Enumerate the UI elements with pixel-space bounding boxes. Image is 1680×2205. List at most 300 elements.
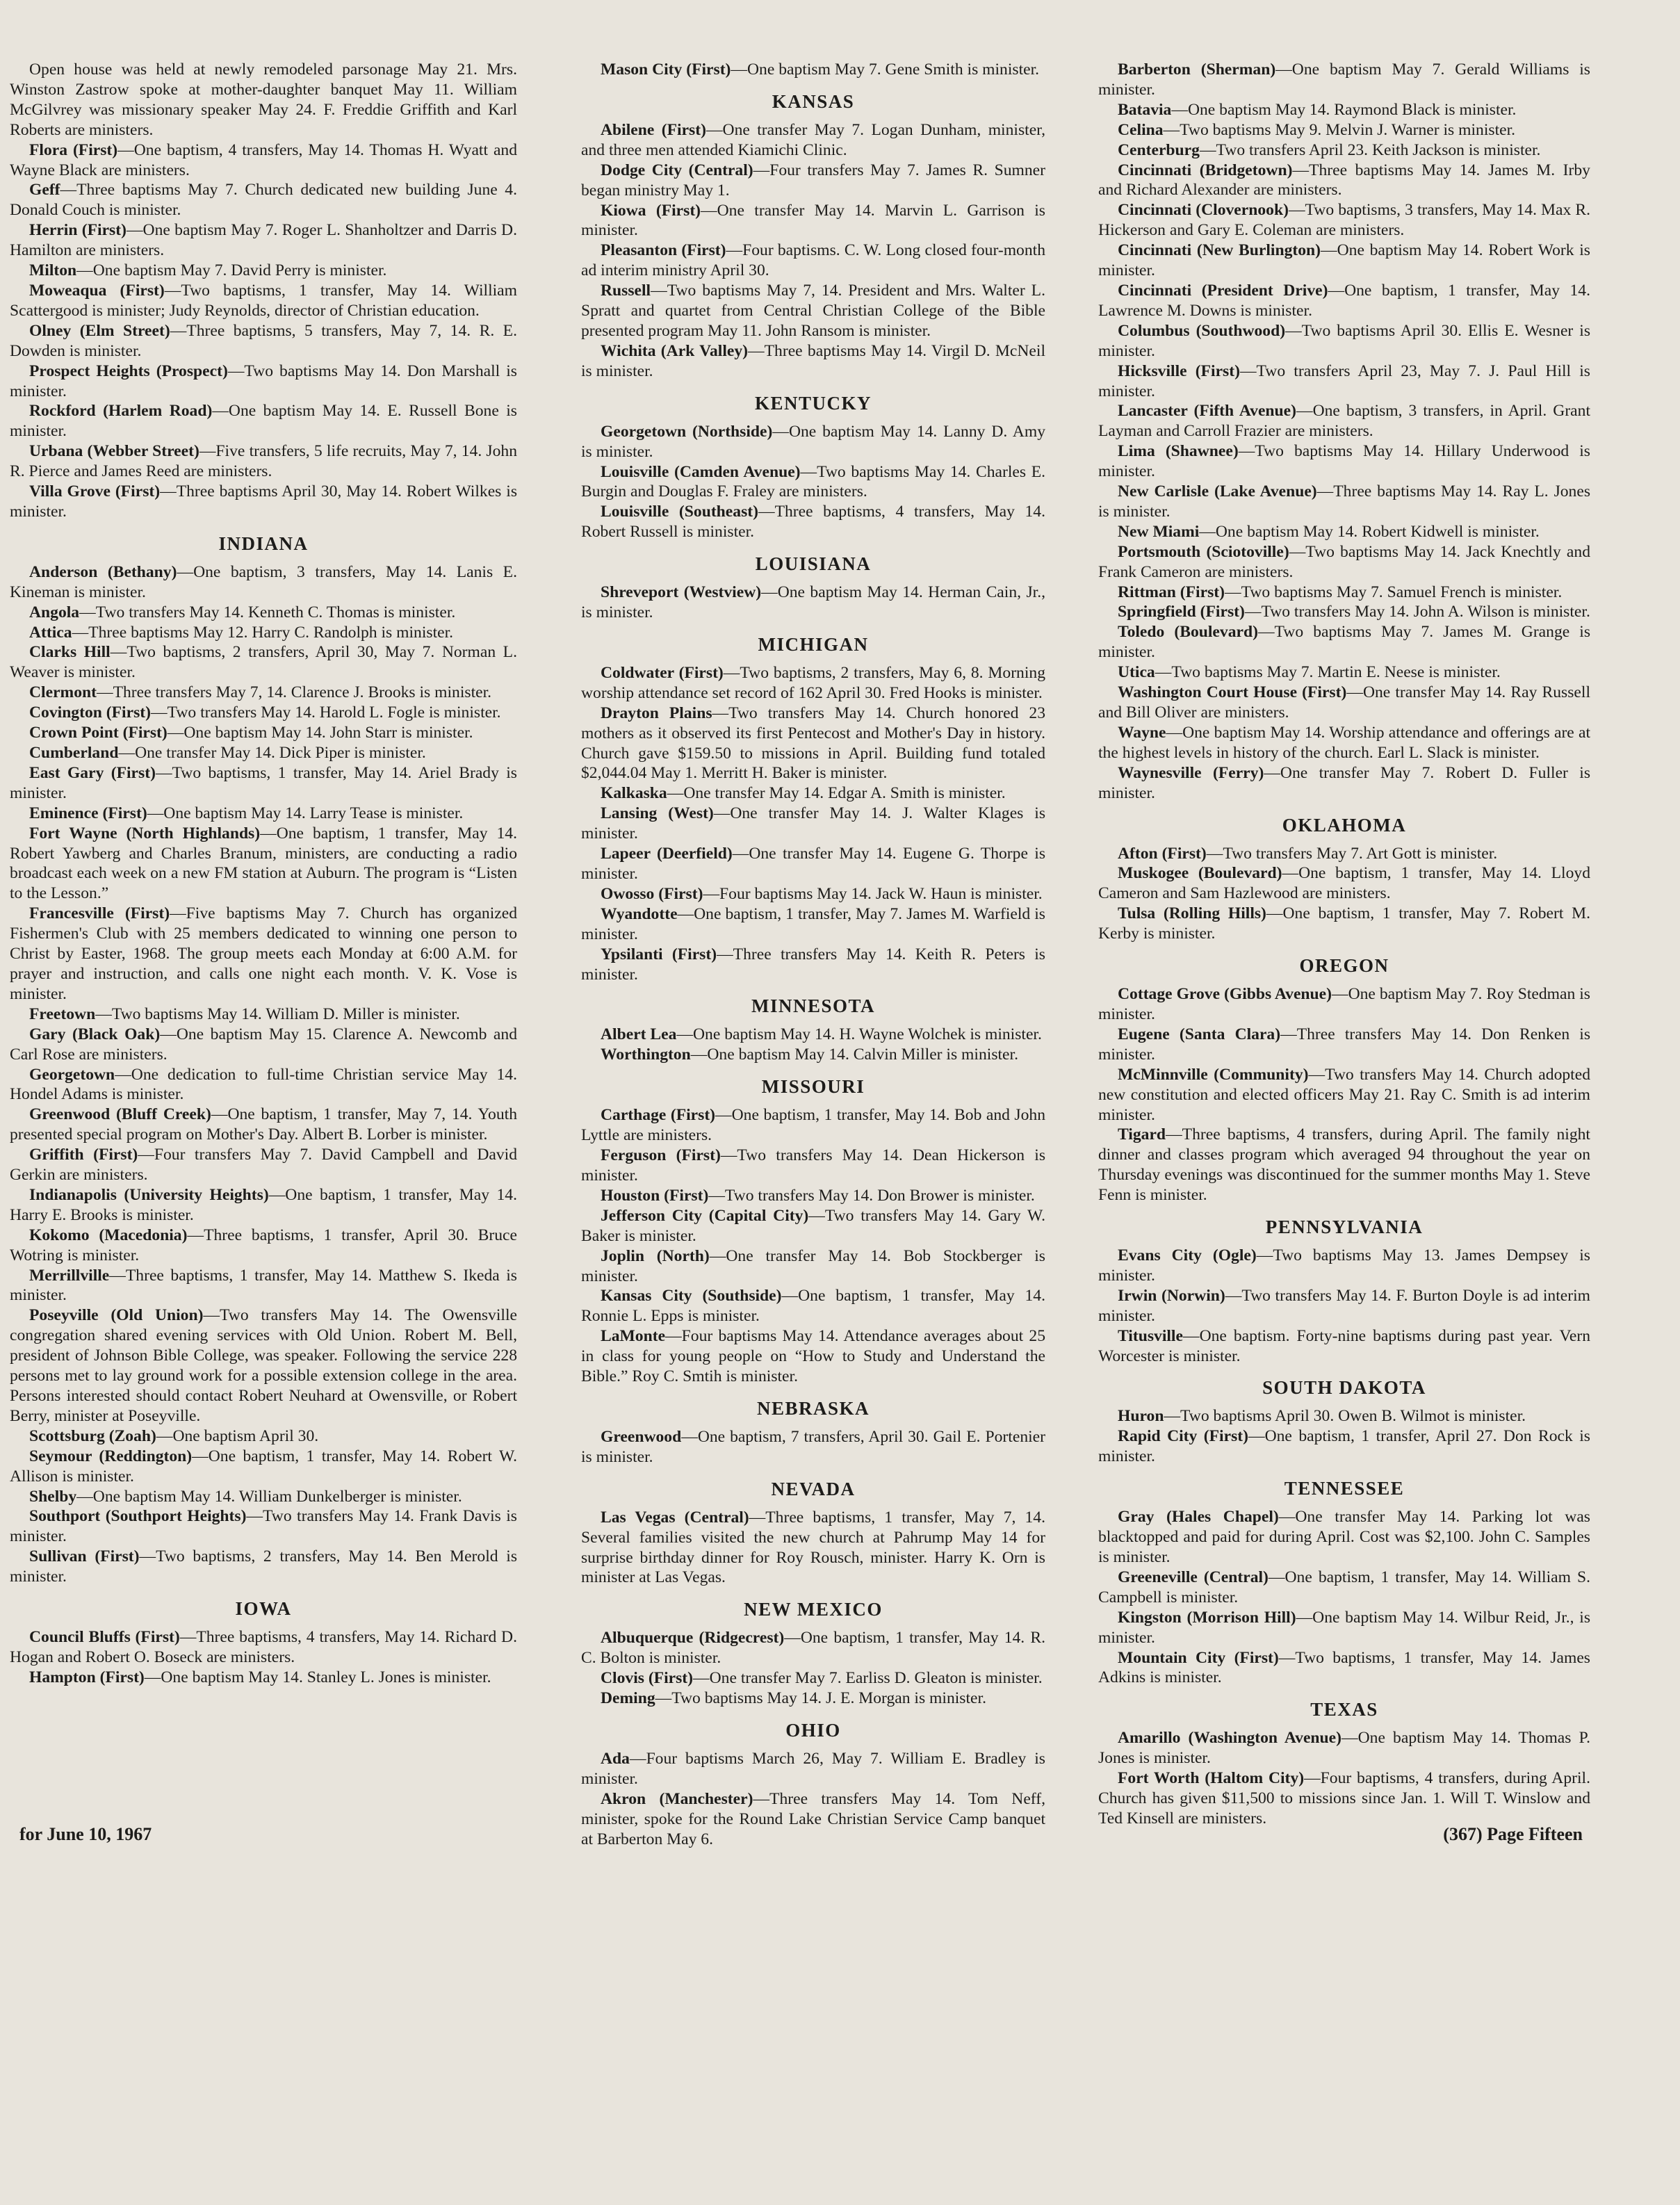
church-name: Columbus (Southwood)	[1118, 321, 1286, 340]
church-name: Georgetown	[29, 1065, 115, 1084]
report-text: —Two baptisms May 14. J. E. Morgan is minister.	[655, 1689, 986, 1708]
report-text: —One transfer May 14. Eugene G. Thorpe is minister.	[581, 845, 1045, 883]
church-report	[1098, 622, 1590, 662]
state-heading: MISSOURI	[761, 1076, 865, 1098]
church-report	[1098, 361, 1590, 402]
church-name: Russell	[601, 282, 651, 300]
church-name: Louisville (Camden Avenue)	[601, 462, 801, 481]
church-report	[10, 281, 517, 321]
church-name: LaMonte	[601, 1327, 666, 1346]
report-text: —Two baptisms April 30. Owen B. Wilmot is minister.	[1164, 1407, 1526, 1426]
church-name: Amarillo (Washington Avenue)	[1118, 1729, 1342, 1748]
church-name: Cincinnati (President Drive)	[1118, 281, 1328, 300]
church-report	[1098, 863, 1590, 904]
church-name: Kokomo (Macedonia)	[29, 1226, 188, 1244]
report-text: —Five transfers, 5 life recruits, May 7, 14. John R. Pierce and James Reed are ministers.	[10, 442, 517, 481]
report-text: —Two baptisms May 9. Melvin J. Warner is minister.	[1163, 120, 1516, 139]
report-text: —One transfer May 14. Ray Russell and Bill Oliver are ministers.	[1098, 683, 1590, 722]
church-name: Milton	[29, 261, 77, 280]
church-report	[1098, 542, 1590, 583]
church-report	[581, 1025, 1045, 1045]
report-text: —Two transfers May 14. Don Brower is minister.	[708, 1186, 1035, 1205]
church-report	[581, 1326, 1045, 1387]
church-report	[10, 1025, 517, 1065]
report-text: —Two baptisms May 7. Samuel French is minister.	[1224, 583, 1563, 601]
report-text: —One baptism, 1 transfer, May 7, 14. Youth presented special program on Mother's Day. Albert B. Lorber is minister.	[10, 1105, 517, 1144]
church-name: Deming	[601, 1689, 655, 1708]
church-name: Hampton (First)	[29, 1668, 145, 1686]
church-name: Griffith (First)	[29, 1146, 138, 1164]
report-text: —One transfer May 7. Earliss D. Gleaton is minister.	[693, 1669, 1043, 1688]
church-name: Lapeer (Deerfield)	[601, 845, 733, 863]
church-report	[10, 723, 517, 743]
report-text: —Two transfers May 14. The Owensville congregation shared evening services with Old Union. Robert M. Bell, president of Johnson Bible College, was speaker. Following the service 228 persons met to lay ground work for a possible extension college in the area. Persons interested should contact Robert Neuhard at Owensville, or Robert Berry, minister at Poseyville.	[10, 1306, 517, 1425]
report-text: —One baptism May 14. Calvin Miller is minister.	[690, 1045, 1018, 1064]
church-name: Utica	[1118, 663, 1155, 682]
church-name: Jefferson City (Capital City)	[601, 1206, 809, 1225]
report-text: —One baptism May 14. Worship attendance and offerings are at the highest levels in history of the church. Earl L. Slack is minister.	[1098, 723, 1590, 762]
church-name: Shelby	[29, 1487, 77, 1506]
church-name: Southport (Southport Heights)	[29, 1507, 247, 1526]
church-name: Cincinnati (Clovernook)	[1118, 201, 1289, 220]
church-name: Joplin (North)	[601, 1246, 710, 1265]
church-report	[10, 1506, 517, 1547]
church-report	[10, 904, 517, 1004]
church-name: East Gary (First)	[29, 763, 156, 782]
church-name: Houston (First)	[601, 1186, 709, 1205]
state-heading: INDIANA	[218, 532, 309, 554]
report-text: —Four baptisms May 14. Jack W. Haun is minister.	[703, 884, 1043, 903]
report-text: —Three transfers May 14. Don Renken is minister.	[1098, 1025, 1590, 1064]
report-text: —Three baptisms May 14. Ray L. Jones is minister.	[1098, 482, 1590, 521]
church-report	[1098, 100, 1590, 120]
church-report	[581, 583, 1045, 623]
church-name: New Miami	[1118, 522, 1200, 541]
church-name: New Carlisle (Lake Avenue)	[1118, 482, 1317, 501]
report-text: —Three baptisms, 4 transfers, May 14. Richard D. Hogan and Robert O. Boseck are ministers.	[10, 1628, 517, 1666]
church-name: Drayton Plains	[601, 703, 712, 722]
church-report	[10, 1547, 517, 1587]
church-report	[10, 1447, 517, 1487]
state-heading: KENTUCKY	[754, 392, 872, 414]
report-text: —Two baptisms May 14. Jack Knechtly and Frank Cameron are ministers.	[1098, 542, 1590, 581]
church-name: Huron	[1118, 1407, 1164, 1426]
church-report	[10, 562, 517, 603]
report-text: —Two transfers May 14. Church honored 23 mothers as it observed its first Pentecost and Mother's Day in history. Church gave $159.50 to missions in April. Building fund totaled $2,044.04 May 1. Merritt H. Baker is minister.	[581, 703, 1045, 783]
church-report	[581, 341, 1045, 382]
church-report	[10, 1266, 517, 1306]
report-text: —Three baptisms May 12. Harry C. Randolph is minister.	[72, 623, 454, 642]
report-text: —One transfer May 14. J. Walter Klages is minister.	[581, 804, 1045, 843]
report-text: —Three baptisms, 4 transfers, during April. The family night dinner and classes program which averaged 94 throughout the year on Thursday evenings was discontinued for the summer months May 1. Steve Fenn is minister.	[1098, 1125, 1590, 1205]
state-heading: TENNESSEE	[1284, 1478, 1405, 1499]
church-report	[10, 1487, 517, 1507]
church-report	[10, 824, 517, 904]
church-report	[10, 140, 517, 181]
church-name: Eugene (Santa Clara)	[1118, 1025, 1281, 1043]
state-heading: OREGON	[1299, 955, 1389, 977]
church-report	[581, 783, 1045, 804]
state-heading: TEXAS	[1310, 1699, 1378, 1720]
church-report	[581, 1186, 1045, 1206]
report-text: —Three baptisms April 30, May 14. Robert Wilkes is minister.	[10, 482, 517, 521]
church-name: Gray (Hales Chapel)	[1118, 1508, 1279, 1527]
church-name: Wayne	[1118, 723, 1166, 742]
report-text: —One baptism May 7. Roy Stedman is minister.	[1098, 985, 1590, 1023]
church-name: Scottsburg (Zoah)	[29, 1426, 156, 1445]
report-text: —One baptism, 1 transfer, May 14. William S. Campbell is minister.	[1098, 1568, 1590, 1606]
report-text: —Two baptisms May 14. Hillary Underwood is minister.	[1098, 442, 1590, 481]
church-report	[10, 603, 517, 623]
church-report	[1098, 401, 1590, 441]
church-name: Worthington	[601, 1045, 691, 1064]
church-name: Eminence (First)	[29, 804, 147, 822]
church-name: Ada	[601, 1750, 630, 1768]
church-name: Fort Wayne (North Highlands)	[29, 824, 261, 843]
church-report	[10, 482, 517, 522]
report-text: —One baptism, 1 transfer, May 14. R. C. Bolton is minister.	[581, 1629, 1045, 1668]
church-name: Urbana (Webber Street)	[29, 442, 199, 461]
church-report	[1098, 1326, 1590, 1367]
church-name: Kansas City (Southside)	[601, 1287, 782, 1305]
state-heading: OHIO	[785, 1720, 841, 1741]
church-name: Rockford (Harlem Road)	[29, 402, 213, 421]
church-name: Portsmouth (Sciotoville)	[1118, 542, 1289, 561]
report-text: —One baptism May 14. Lanny D. Amy is minister.	[581, 422, 1045, 461]
church-name: Waynesville (Ferry)	[1118, 763, 1264, 782]
footer-page-number: (367) Page Fifteen	[1443, 1824, 1583, 1844]
report-text: —Three baptisms, 5 transfers, May 7, 14. R. E. Dowden is minister.	[10, 321, 517, 360]
report-text: —One baptism, 3 transfers, in April. Grant Layman and Carroll Frazier are ministers.	[1098, 402, 1590, 441]
church-name: Moweaqua (First)	[29, 281, 165, 300]
church-report	[1098, 602, 1590, 622]
church-name: Seymour (Reddington)	[29, 1447, 193, 1465]
church-name: Olney (Elm Street)	[29, 321, 170, 340]
church-name: Barberton (Sherman)	[1118, 60, 1276, 79]
report-text: —Two baptisms, 2 transfers, May 14. Ben Merold is minister.	[10, 1547, 517, 1586]
report-text: —Two transfers May 7. Art Gott is minister.	[1206, 844, 1498, 863]
church-name: Dodge City (Central)	[601, 161, 753, 179]
church-report	[10, 1004, 517, 1025]
report-text: —Four baptisms, 4 transfers, during April. Church has given $11,500 to missions since Jan. 1. Will T. Winslow and Ted Kinsell are ministers.	[1098, 1769, 1590, 1828]
church-report	[10, 1145, 517, 1185]
church-name: Lima (Shawnee)	[1118, 442, 1239, 461]
report-text: —One baptism, 1 transfer, May 7. James M. Warfield is minister.	[581, 904, 1045, 943]
church-report	[581, 60, 1045, 80]
church-report	[581, 804, 1045, 844]
church-report	[581, 422, 1045, 462]
church-name: Ferguson (First)	[601, 1146, 721, 1165]
church-report	[1098, 683, 1590, 723]
church-name: Covington (First)	[29, 703, 151, 722]
church-report	[10, 261, 517, 281]
church-report	[581, 1789, 1045, 1850]
church-report	[581, 281, 1045, 341]
church-name: Clermont	[29, 683, 97, 702]
report-text: —Two baptisms May 14. William D. Miller is minister.	[95, 1004, 460, 1023]
report-text: —Two baptisms, 2 transfers, May 6, 8. Morning worship attendance set record of 162 April 30. Fred Hooks is minister.	[581, 663, 1045, 702]
church-name: Attica	[29, 623, 72, 642]
church-name: Crown Point (First)	[29, 724, 168, 742]
column-3	[1098, 60, 1590, 2090]
report-text: —Two transfers May 14. Harold L. Fogle is minister.	[150, 703, 501, 722]
church-report	[581, 502, 1045, 542]
report-text: —Two baptisms May 7. James M. Grange is minister.	[1098, 623, 1590, 662]
report-text: —Two baptisms, 1 transfer, May 14. James Adkins is minister.	[1098, 1648, 1590, 1687]
report-text: —Four baptisms. C. W. Long closed four-month ad interim ministry April 30.	[581, 241, 1045, 280]
church-report	[10, 804, 517, 824]
church-name: Kiowa (First)	[601, 201, 701, 220]
church-report	[581, 663, 1045, 703]
state-heading: NEVADA	[771, 1478, 856, 1499]
column-2	[581, 60, 1045, 2090]
church-report	[1098, 1728, 1590, 1768]
church-name: Clovis (First)	[601, 1669, 694, 1688]
church-report	[581, 904, 1045, 945]
church-name: Fort Worth (Haltom City)	[1118, 1769, 1305, 1788]
church-report	[581, 884, 1045, 904]
church-name: Villa Grove (First)	[29, 482, 161, 501]
church-report	[10, 60, 517, 140]
church-report	[1098, 1426, 1590, 1467]
church-name: Sullivan (First)	[29, 1547, 140, 1566]
church-report	[1098, 161, 1590, 201]
church-report	[1098, 763, 1590, 804]
report-text: —One baptism, 1 transfer, May 14. Ronnie L. Epps is minister.	[581, 1287, 1045, 1326]
report-text: —Two transfers April 23. Keith Jackson is minister.	[1199, 140, 1541, 159]
report-text: —One baptism May 14. John Starr is minister.	[167, 724, 473, 742]
church-report	[1098, 1507, 1590, 1568]
church-name: Geff	[29, 181, 60, 200]
church-name: McMinnville (Community)	[1118, 1065, 1309, 1084]
church-report	[10, 743, 517, 763]
report-text: —One baptism May 7. Gerald Williams is minister.	[1098, 60, 1590, 99]
report-text: —Two baptisms May 14. Don Marshall is minister.	[10, 361, 517, 400]
report-text: —Three baptisms May 14. Virgil D. McNeil is minister.	[581, 341, 1045, 380]
church-name: Irwin (Norwin)	[1118, 1286, 1225, 1305]
church-report	[10, 1226, 517, 1266]
report-text: —One transfer May 7. Robert D. Fuller is minister.	[1098, 763, 1590, 802]
report-text: —One transfer May 7. Logan Dunham, minister, and three men attended Kiamichi Clinic.	[581, 120, 1045, 159]
church-report	[581, 1427, 1045, 1467]
report-text: —One baptism, 1 transfer, May 7. Robert M. Kerby is minister.	[1098, 904, 1590, 943]
church-report	[1098, 1768, 1590, 1829]
report-text: —One baptism May 14. E. Russell Bone is minister.	[10, 402, 517, 441]
church-name: Wichita (Ark Valley)	[601, 341, 749, 360]
church-name: Angola	[29, 603, 80, 621]
church-report	[1098, 1286, 1590, 1326]
church-name: Tigard	[1118, 1125, 1166, 1144]
church-name: Shreveport (Westview)	[601, 583, 762, 602]
church-report	[1098, 844, 1590, 864]
church-name: Mason City (First)	[601, 60, 731, 79]
church-name: Council Bluffs (First)	[29, 1628, 180, 1647]
footer-date: for June 10, 1967	[19, 1824, 152, 1844]
report-text: —One baptism May 14. Wilbur Reid, Jr., is minister.	[1098, 1608, 1590, 1647]
report-text: —One baptism. Forty-nine baptisms during past year. Vern Worcester is minister.	[1098, 1326, 1590, 1365]
church-name: Gary (Black Oak)	[29, 1025, 161, 1043]
church-name: Springfield (First)	[1118, 603, 1245, 621]
report-text: —One baptism May 14. Thomas P. Jones is minister.	[1098, 1729, 1590, 1768]
church-name: Batavia	[1118, 100, 1172, 119]
church-name: Greeneville (Central)	[1118, 1568, 1269, 1586]
church-report	[10, 623, 517, 643]
report-text: —Two transfers May 14. Church adopted new constitution and elected officers May 21. Ray C. Smith is ad interim minister.	[1098, 1065, 1590, 1124]
church-report	[10, 1627, 517, 1668]
church-report	[1098, 984, 1590, 1025]
church-report	[1098, 482, 1590, 522]
church-name: Indianapolis (University Heights)	[29, 1185, 269, 1204]
church-name: Cottage Grove (Gibbs Avenue)	[1118, 985, 1332, 1004]
report-text: —Three transfers May 14. Keith R. Peters is minister.	[581, 945, 1045, 984]
church-name: Anderson (Bethany)	[29, 562, 177, 581]
church-name: Kingston (Morrison Hill)	[1118, 1608, 1296, 1627]
church-name: Cincinnati (Bridgetown)	[1118, 161, 1293, 179]
column-1	[10, 60, 517, 2090]
church-report	[581, 1628, 1045, 1668]
church-report	[1098, 1025, 1590, 1065]
church-report	[581, 201, 1045, 241]
church-name: Wyandotte	[601, 904, 678, 923]
church-report	[10, 1185, 517, 1226]
church-name: Clarks Hill	[29, 643, 111, 662]
report-text: —Four baptisms March 26, May 7. William E. Bradley is minister.	[581, 1750, 1045, 1788]
church-name: Georgetown (Northside)	[601, 422, 773, 441]
church-name: Titusville	[1118, 1326, 1183, 1345]
church-name: Muskogee (Boulevard)	[1118, 864, 1282, 883]
church-report	[581, 1105, 1045, 1146]
report-text: —One baptism, 4 transfers, May 14. Thomas H. Wyatt and Wayne Black are ministers.	[10, 140, 517, 179]
report-text: —Three baptisms, 1 transfer, May 14. Matthew S. Ikeda is minister.	[10, 1266, 517, 1305]
church-report	[1098, 522, 1590, 542]
church-report	[1098, 241, 1590, 281]
church-name: Evans City (Ogle)	[1118, 1246, 1257, 1265]
church-report	[10, 1065, 517, 1105]
church-report	[1098, 1125, 1590, 1205]
report-text: —One baptism, 1 transfer, May 14. Lawrence M. Downs is minister.	[1098, 281, 1590, 320]
church-report	[1098, 1246, 1590, 1286]
report-text: —Two transfers April 23, May 7. J. Paul Hill is minister.	[1098, 361, 1590, 400]
church-name: Hicksville (First)	[1118, 361, 1240, 380]
church-name: Kalkaska	[601, 784, 667, 803]
church-report	[1098, 120, 1590, 140]
report-text: —Two baptisms, 3 transfers, May 14. Max R. Hickerson and Gary E. Coleman are ministers.	[1098, 201, 1590, 240]
church-name: Rapid City (First)	[1118, 1427, 1248, 1446]
state-heading: PENNSYLVANIA	[1265, 1217, 1424, 1238]
state-heading: SOUTH DAKOTA	[1262, 1377, 1426, 1399]
church-report	[581, 1246, 1045, 1287]
report-text: —One baptism May 14. Herman Cain, Jr., is minister.	[581, 583, 1045, 622]
report-text: —One baptism April 30.	[156, 1426, 319, 1445]
report-text: —One baptism, 7 transfers, April 30. Gail E. Portenier is minister.	[581, 1427, 1045, 1466]
report-text: —Two baptisms May 7, 14. President and Mrs. Walter L. Spratt and quartet from Central Christian College of the Bible presented program May 11. John Ransom is minister.	[581, 282, 1045, 340]
report-text: —Two transfers May 14. Kenneth C. Thomas is minister.	[79, 603, 456, 621]
church-report	[581, 1286, 1045, 1326]
church-report	[1098, 1648, 1590, 1689]
report-text: —One baptism May 14. William Dunkelberger is minister.	[76, 1487, 462, 1506]
church-report	[10, 220, 517, 261]
church-report	[1098, 60, 1590, 100]
church-report	[581, 1749, 1045, 1789]
church-report	[10, 180, 517, 220]
church-report	[10, 401, 517, 441]
report-text: —One baptism, 1 transfer, May 14. Robert W. Allison is minister.	[10, 1447, 517, 1486]
church-name: Afton (First)	[1118, 844, 1207, 863]
report-text: —Three baptisms, 1 transfer, April 30. Bruce Wotring is minister.	[10, 1226, 517, 1264]
church-report	[1098, 441, 1590, 482]
report-text: —One baptism May 14. Raymond Black is minister.	[1171, 100, 1517, 119]
church-report	[581, 1689, 1045, 1709]
church-name: Cumberland	[29, 744, 119, 762]
church-name: Rittman (First)	[1118, 583, 1225, 601]
report-text: —One baptism May 14. Stanley L. Jones is minister.	[144, 1668, 491, 1686]
report-text: —Two baptisms May 13. James Dempsey is minister.	[1098, 1246, 1590, 1285]
church-report	[581, 844, 1045, 884]
report-text: —Two baptisms, 1 transfer, May 14. Ariel Brady is minister.	[10, 763, 517, 802]
church-name: Merrillville	[29, 1266, 110, 1285]
report-text: —Five baptisms May 7. Church has organized Fishermen's Club with 25 members dedicated to winning one person to Christ by Easter, 1968. The group meets each Monday at 6:00 A.M. for prayer and instruction, and calls one night each month. V. K. Vose is minister.	[10, 904, 517, 1003]
church-report	[10, 763, 517, 804]
church-report	[1098, 662, 1590, 683]
report-text: —One baptism, 1 transfer, May 14. Lloyd Cameron and Sam Hazlewood are ministers.	[1098, 864, 1590, 903]
church-name: Albert Lea	[601, 1025, 677, 1044]
church-report	[1098, 140, 1590, 161]
church-report	[1098, 1608, 1590, 1648]
report-text: —Two transfers May 14. Frank Davis is minister.	[10, 1507, 517, 1546]
church-report	[1098, 321, 1590, 361]
report-text: —Two baptisms May 14. Charles E. Burgin and Douglas F. Fraley are ministers.	[581, 462, 1045, 501]
church-name: Greenwood	[601, 1427, 682, 1446]
church-report	[1098, 1065, 1590, 1125]
church-report	[10, 321, 517, 361]
church-name: Lansing (West)	[601, 804, 714, 823]
church-name: Pleasanton (First)	[601, 241, 726, 260]
church-report	[581, 1508, 1045, 1588]
state-heading: MICHIGAN	[758, 633, 869, 655]
church-name: Akron (Manchester)	[601, 1789, 753, 1808]
report-text: —One transfer May 14. Dick Piper is minister.	[118, 744, 426, 762]
report-text: —Two baptisms April 30. Ellis E. Wesner is minister.	[1098, 321, 1590, 360]
state-heading: NEBRASKA	[756, 1397, 870, 1419]
report-text: —One transfer May 14. Edgar A. Smith is minister.	[667, 784, 1006, 803]
church-report	[581, 161, 1045, 201]
church-report	[581, 1668, 1045, 1689]
church-name: Cincinnati (New Burlington)	[1118, 241, 1321, 260]
state-heading: MINNESOTA	[751, 995, 876, 1017]
report-text: —One baptism May 15. Clarence A. Newcomb and Carl Rose are ministers.	[10, 1025, 517, 1064]
report-text: —Two baptisms, 2 transfers, April 30, May 7. Norman L. Weaver is minister.	[10, 643, 517, 682]
church-name: Owosso (First)	[601, 884, 703, 903]
state-heading: OKLAHOMA	[1282, 814, 1407, 836]
report-text: —Two baptisms, 1 transfer, May 14. William Scattergood is minister; Judy Reynolds, director of Christian education.	[10, 281, 517, 320]
church-report	[1098, 1568, 1590, 1608]
report-text: —One transfer May 14. Bob Stockberger is minister.	[581, 1246, 1045, 1285]
church-name: Albuquerque (Ridgecrest)	[601, 1629, 785, 1647]
church-name: Mountain City (First)	[1118, 1648, 1279, 1667]
report-text: —One baptism, 1 transfer, May 14. Robert Yawberg and Charles Branum, ministers, are conducting a radio broadcast each week on a new FM station at Auburn. The program is “Listen to the Lesson.”	[10, 824, 517, 903]
church-report	[581, 120, 1045, 161]
state-heading: KANSAS	[772, 90, 855, 112]
church-report	[10, 441, 517, 482]
report-text: —Three baptisms, 1 transfer, May 7, 14. Several families visited the new church at Pahrump May 14 for surprise birthday dinner for Roy Rousch, minister. Harry K. Orn is minister at Las Vegas.	[581, 1508, 1045, 1587]
state-heading: LOUISIANA	[755, 553, 872, 575]
report-text: —Two transfers May 14. John A. Wilson is minister.	[1244, 603, 1590, 621]
church-name: Abilene (First)	[601, 120, 706, 139]
church-report	[581, 462, 1045, 503]
church-name: Celina	[1118, 120, 1164, 139]
report-text: —One baptism May 7. Gene Smith is minister.	[731, 60, 1040, 79]
report-text: —Two transfers May 14. Dean Hickerson is minister.	[581, 1146, 1045, 1185]
